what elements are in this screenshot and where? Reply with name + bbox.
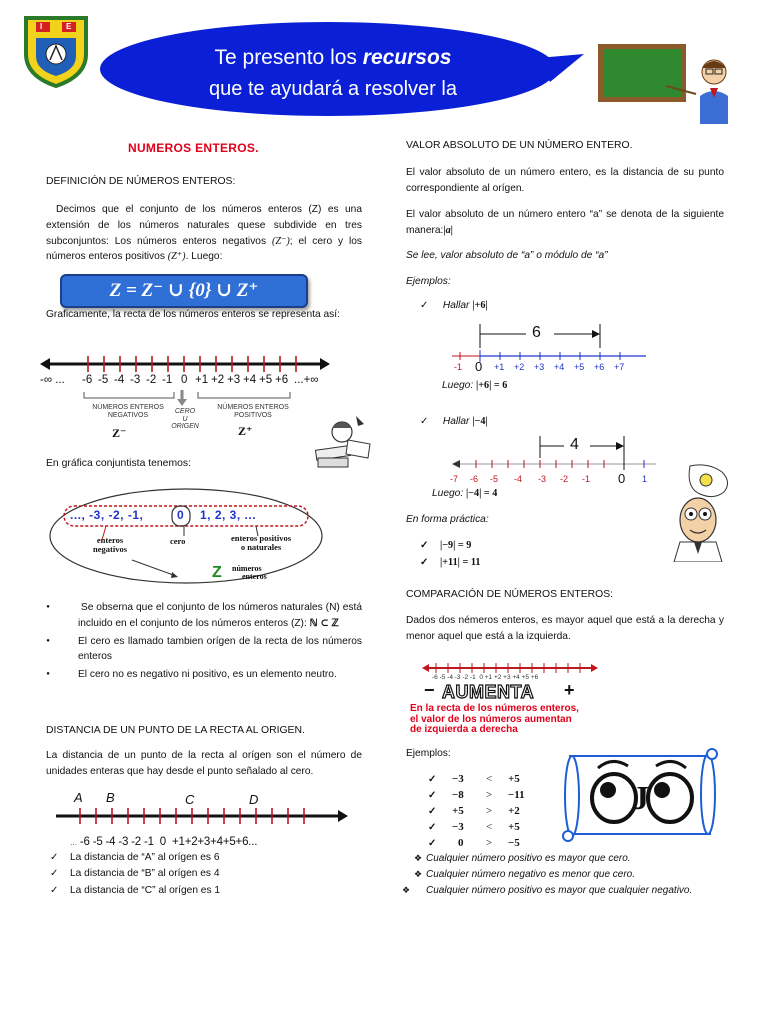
tick-label-neg2: -2	[146, 374, 157, 386]
point-a-label: A	[74, 790, 83, 805]
negative-set-symbol: (Z⁻)	[271, 235, 290, 247]
examples-label: Ejemplos:	[406, 276, 451, 287]
positive-set-caption: enteros positivos o naturales	[230, 533, 292, 553]
comparison-item: ✓ +5 > +2	[428, 804, 558, 820]
integer-set-diagram	[46, 486, 328, 586]
negative-set-label: Z⁻	[112, 426, 127, 440]
speech-banner	[98, 20, 584, 118]
banner-line-2: que te ayudará a resolver la	[209, 78, 457, 100]
formula-box	[60, 274, 308, 308]
example-2-result: Luego: |−4| = 4	[432, 488, 498, 499]
banner-strong-word: recursos	[362, 46, 452, 69]
tick-label-pos5: +5	[259, 374, 273, 386]
zero-caption: CERO U ORIGEN	[171, 408, 199, 431]
ex2-tick-neg5: -5	[490, 474, 499, 484]
comparison-item: ✓ 0 > −5	[428, 836, 558, 852]
example-2-distance: 4	[570, 436, 579, 453]
distance-paragraph: La distancia de un punto de la recta al orígen son el número de unidades enteras que hay desde el punto señalado al cero.	[46, 750, 362, 777]
ex1-tick-pos5: +5	[574, 362, 585, 372]
graphic-intro-text: Graficamente, la recta de los números enteros se representa así:	[46, 309, 340, 320]
page-title: NUMEROS ENTEROS.	[128, 141, 259, 155]
formula-text: Z = Z⁻ ∪ {0} ∪ Z⁺	[109, 280, 259, 301]
practice-item: ✓ |+11| = 11	[420, 555, 480, 572]
ex1-tick-pos2: +2	[514, 362, 525, 372]
z-set-caption: números enteros	[232, 564, 267, 582]
observations-list	[48, 600, 362, 683]
ex2-tick-neg4: -4	[514, 474, 523, 484]
abs-notation-symbol: |a|	[443, 224, 453, 236]
ex1-tick-zero: 0	[475, 359, 483, 374]
example-1-prompt: ✓ Hallar |+6|	[420, 300, 488, 311]
zero-set-caption: cero	[170, 536, 186, 546]
positive-integers-set: 1, 2, 3, ...	[200, 508, 257, 522]
comparison-list	[428, 772, 558, 852]
example-1-distance: 6	[532, 324, 541, 341]
logo-letter-i: I	[40, 22, 43, 31]
positive-caption: NÚMEROS ENTEROS POSITIVOS	[217, 404, 289, 419]
absolute-value-notation: El valor absoluto de un número entero “a” se denota de la siguiente manera:|a|	[406, 209, 724, 236]
negative-caption: NÚMEROS ENTEROS NEGATIVOS	[92, 404, 164, 419]
distance-result-item: ✓ La distancia de “A” al orígen es 6	[50, 850, 350, 866]
decrease-sign: −	[424, 680, 435, 700]
example-1-number-line	[450, 320, 650, 378]
practice-list	[420, 538, 480, 572]
comparison-paragraph: Dados dos némeros enteros, es mayor aquel que está a la derecha y menor aquel que está a la izquierda.	[406, 615, 724, 642]
ex2-tick-neg7: -7	[450, 474, 459, 484]
ojo-letter-j: J	[632, 780, 649, 817]
ex1-tick-pos3: +3	[534, 362, 545, 372]
naturals-subset-formula: ℕ ⊂ ℤ	[309, 617, 339, 629]
point-c-label: C	[185, 792, 195, 807]
point-d-label: D	[249, 792, 259, 807]
increase-caption: En la recta de los números enteros, el valor de los números aumentan de izquierda a derecha	[410, 703, 579, 735]
z-set-letter: Z	[212, 564, 222, 581]
thinking-man-illustration	[664, 462, 734, 562]
distance-number-line	[52, 790, 348, 848]
zero-set: 0	[177, 508, 184, 522]
ex2-tick-neg3: -3	[538, 474, 547, 484]
ex1-tick-pos1: +1	[494, 362, 505, 372]
tick-label-neg1: -1	[162, 374, 173, 386]
absolute-value-reading: Se lee, valor absoluto de “a” o módulo de “a”	[406, 250, 608, 261]
chalkboard-icon	[596, 40, 736, 126]
increase-tick-labels: -6 -5 -4 -3 -2 -1 0 +1 +2 +3 +4 +5 +6	[432, 674, 539, 681]
distance-results-list	[50, 850, 350, 899]
increase-graphic	[406, 660, 666, 742]
negative-set-caption: enteros negativos	[93, 535, 127, 555]
tick-label-zero: 0	[181, 374, 188, 386]
tick-label-neg5: -5	[98, 374, 109, 386]
ex2-tick-neg2: -2	[560, 474, 569, 484]
tick-label-neg6: -6	[82, 374, 93, 386]
rules-list	[414, 851, 726, 899]
ex2-tick-neg6: -6	[470, 474, 479, 484]
increase-word: AUMENTA	[442, 682, 535, 702]
school-shield-icon	[22, 14, 90, 88]
point-b-label: B	[106, 790, 115, 805]
rule-item: ❖ Cualquier número positivo es mayor que cero.	[414, 851, 726, 867]
comparison-item: ✓ −3 < +5	[428, 772, 558, 788]
comparison-item: ✓ −8 > −11	[428, 788, 558, 804]
tick-label-neg4: -4	[114, 374, 125, 386]
ex1-tick-neg1: -1	[454, 362, 463, 372]
absolute-value-heading: VALOR ABSOLUTO DE UN NÚMERO ENTERO.	[406, 140, 633, 151]
definition-text-2: ; el cero y los números enteros positivos	[46, 235, 362, 263]
tick-label-pos4: +4	[243, 374, 257, 386]
ex1-tick-pos6: +6	[594, 362, 605, 372]
tick-label-pos2: +2	[211, 374, 225, 386]
definition-heading: DEFINICIÓN DE NÚMEROS ENTEROS:	[46, 176, 236, 187]
distance-result-item: ✓ La distancia de “C” al orígen es 1	[50, 883, 350, 899]
ex1-tick-pos7: +7	[614, 362, 625, 372]
practice-item: ✓ |−9| = 9	[420, 538, 480, 555]
ojo-word	[562, 734, 564, 735]
tick-label-pos6: +6	[275, 374, 289, 386]
comparison-heading: COMPARACIÓN DE NÚMEROS ENTEROS:	[406, 589, 614, 600]
tick-label-pos1: +1	[195, 374, 209, 386]
distance-heading: DISTANCIA DE UN PUNTO DE LA RECTA AL ORIGEN.	[46, 725, 305, 736]
right-infinity-label: ...+∞	[294, 374, 319, 386]
integer-number-line	[40, 350, 330, 446]
absolute-value-definition: El valor absoluto de un número entero, es la distancia de su punto correspondiente al orígen.	[406, 167, 724, 194]
positive-set-label: Z⁺	[238, 424, 253, 438]
practice-label: En forma práctica:	[406, 514, 489, 525]
ojo-warning-scroll	[562, 746, 718, 842]
left-infinity-label: -∞ ...	[40, 374, 65, 386]
distance-result-item: ✓ La distancia de “B” al orígen es 4	[50, 866, 350, 882]
student-with-books-icon	[312, 410, 378, 472]
ex1-tick-pos4: +4	[554, 362, 565, 372]
definition-text-3: . Luego:	[185, 251, 223, 263]
increase-sign: +	[564, 680, 575, 700]
student-reading-illustration	[312, 410, 378, 472]
positive-set-symbol: (Z⁺)	[167, 251, 186, 263]
definition-paragraph	[46, 202, 362, 265]
tick-label-neg3: -3	[130, 374, 141, 386]
observation-item: ● El cero no es negativo ni positivo, es un elemento neutro.	[48, 667, 362, 683]
rule-item: ❖ Cualquier número positivo es mayor que cualquier negativo.	[414, 883, 726, 899]
example-2-prompt: ✓ Hallar |−4|	[420, 416, 488, 427]
comparison-item: ✓ −3 < +5	[428, 820, 558, 836]
tick-label-pos3: +3	[227, 374, 241, 386]
idea-man-icon	[664, 462, 734, 562]
observation-item: ● Se obserna que el conjunto de los números naturales (N) está incluido en el conjunto de los números enteros (Z): ℕ ⊂ ℤ	[48, 600, 362, 632]
logo-letter-e: E	[66, 22, 72, 31]
example-1-result: Luego: |+6| = 6	[442, 380, 508, 391]
example-2-number-line	[452, 432, 662, 488]
school-logo	[22, 14, 90, 88]
ex2-tick-pos1: 1	[642, 474, 648, 484]
distance-tick-labels: ... -6 -5 -4 -3 -2 -1 0 +1+2+3+4+5+6...	[69, 836, 258, 848]
ex2-tick-zero: 0	[618, 471, 626, 486]
negative-integers-set: ..., -3, -2, -1,	[70, 508, 144, 522]
comparison-examples-label: Ejemplos:	[406, 748, 451, 759]
teacher-at-chalkboard-illustration	[596, 40, 736, 126]
set-diagram-heading: En gráfica conjuntista tenemos:	[46, 458, 191, 469]
ex2-tick-neg1: -1	[582, 474, 591, 484]
definition-text-1: Decimos que el conjunto de los números enteros (Z) es una extensión de los números naturales quese subdivide en tres subconjuntos: Los números enteros negativos	[46, 204, 362, 247]
rule-item: ❖ Cualquier número negativo es menor que cero.	[414, 867, 726, 883]
observation-item: ● El cero es llamado tambien orígen de la recta de los números enteros	[48, 634, 362, 666]
banner-line-1: Te presento los recursos	[214, 46, 452, 69]
